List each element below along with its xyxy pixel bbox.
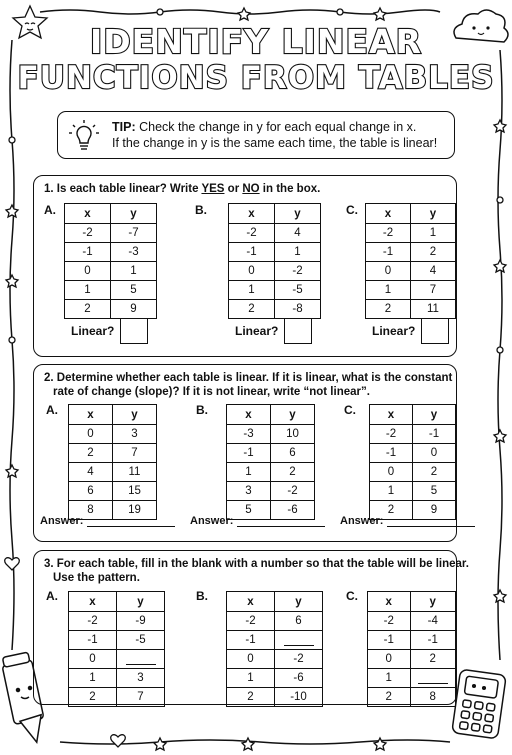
table-cell: 2 xyxy=(410,243,455,262)
table-cell: 4 xyxy=(410,262,455,281)
table-cell: 11 xyxy=(410,300,455,319)
table-label: C. xyxy=(346,589,358,603)
table-cell: 7 xyxy=(117,688,165,707)
linear-label: Linear? xyxy=(372,324,416,338)
table-cell: 19 xyxy=(113,501,157,520)
table-cell: -1 xyxy=(410,631,455,650)
column-header-x: x xyxy=(69,592,117,612)
table-cell: -6 xyxy=(275,669,323,688)
table-label: C. xyxy=(346,203,358,217)
table-cell: 8 xyxy=(69,501,113,520)
table-cell: -5 xyxy=(117,631,165,650)
table-row xyxy=(227,463,315,482)
table-cell: 4 xyxy=(275,224,321,243)
answer-line[interactable] xyxy=(87,516,175,527)
table-cell: -3 xyxy=(227,425,271,444)
table-cell: -1 xyxy=(370,444,413,463)
table-row xyxy=(229,262,321,281)
table-cell: 1 xyxy=(227,463,271,482)
table-cell: -2 xyxy=(69,612,117,631)
table-cell: 0 xyxy=(227,650,275,669)
table-cell: 5 xyxy=(227,501,271,520)
table-cell: -10 xyxy=(275,688,323,707)
column-header-y: y xyxy=(111,204,157,224)
yes-word: YES xyxy=(201,183,225,195)
question-3-prompt: 3. For each table, fill in the blank with a number so that the table will be linear. Use the pattern. xyxy=(44,558,469,584)
table-row xyxy=(227,482,315,501)
table-row xyxy=(227,612,323,631)
question-3-section xyxy=(33,550,469,705)
table-row xyxy=(69,631,165,650)
blank-line[interactable] xyxy=(418,672,448,684)
table-cell: 5 xyxy=(413,482,456,501)
answer-row xyxy=(40,515,175,527)
table-cell: 1 xyxy=(69,669,117,688)
table-cell: 1 xyxy=(227,669,275,688)
heart-icon xyxy=(111,735,126,747)
table-row xyxy=(370,482,456,501)
column-header-y: y xyxy=(275,204,321,224)
column-header-x: x xyxy=(229,204,275,224)
table-row xyxy=(227,650,323,669)
table-cell: -2 xyxy=(227,612,275,631)
column-header-x: x xyxy=(227,405,271,425)
answer-box[interactable] xyxy=(421,318,449,344)
table-cell: 2 xyxy=(368,688,411,707)
table-row xyxy=(69,425,157,444)
table-cell: 2 xyxy=(370,501,413,520)
linear-answer-row xyxy=(372,318,449,344)
table-cell: -1 xyxy=(366,243,411,262)
table-cell: -2 xyxy=(229,224,275,243)
table-row xyxy=(69,650,165,669)
table-cell: 4 xyxy=(69,463,113,482)
question-2-section xyxy=(33,364,457,542)
table-cell: 0 xyxy=(229,262,275,281)
table-row xyxy=(229,281,321,300)
question-1-prompt: 1. Is each table linear? Write YES or NO in the box. xyxy=(44,183,321,195)
answer-label: Answer: xyxy=(190,515,234,527)
table-row xyxy=(368,688,456,707)
table-row xyxy=(65,300,157,319)
table-cell: 2 xyxy=(227,688,275,707)
column-header-x: x xyxy=(368,592,411,612)
table-row xyxy=(229,243,321,262)
answer-label: Answer: xyxy=(40,515,84,527)
table-row xyxy=(368,631,456,650)
column-header-x: x xyxy=(370,405,413,425)
table-cell: -1 xyxy=(227,444,271,463)
table-cell: -6 xyxy=(271,501,315,520)
table-row xyxy=(227,425,315,444)
table-cell: 1 xyxy=(65,281,111,300)
xy-table xyxy=(369,404,456,520)
question-1-section xyxy=(33,175,457,357)
table-label: B. xyxy=(195,203,207,217)
blank-line[interactable] xyxy=(126,653,156,665)
table-cell: 0 xyxy=(366,262,411,281)
table-cell: 1 xyxy=(229,281,275,300)
answer-line[interactable] xyxy=(237,516,325,527)
table-row xyxy=(370,425,456,444)
xy-table xyxy=(226,591,323,707)
table-cell: 1 xyxy=(366,281,411,300)
table-label: B. xyxy=(196,403,208,417)
table-cell: 0 xyxy=(69,425,113,444)
table-label: A. xyxy=(46,403,58,417)
calculator-icon xyxy=(452,669,506,739)
answer-row xyxy=(340,515,475,527)
table-cell: -1 xyxy=(229,243,275,262)
table-cell: 8 xyxy=(410,688,455,707)
table-cell: 6 xyxy=(69,482,113,501)
table-cell: 9 xyxy=(413,501,456,520)
table-row xyxy=(227,444,315,463)
table-cell: -2 xyxy=(370,425,413,444)
table-cell: 2 xyxy=(410,650,455,669)
column-header-x: x xyxy=(69,405,113,425)
xy-table xyxy=(68,404,157,520)
table-cell: -2 xyxy=(368,612,411,631)
tip-box xyxy=(57,111,455,159)
table-cell: 2 xyxy=(413,463,456,482)
table-label: C. xyxy=(344,403,356,417)
table-row xyxy=(69,612,165,631)
table-row xyxy=(366,262,456,281)
table-row xyxy=(366,281,456,300)
column-header-y: y xyxy=(410,204,455,224)
linear-label: Linear? xyxy=(71,324,115,338)
table-cell: 3 xyxy=(113,425,157,444)
table-cell: -1 xyxy=(413,425,456,444)
table-cell: 2 xyxy=(65,300,111,319)
xy-table xyxy=(68,591,165,707)
table-cell: 2 xyxy=(271,463,315,482)
table-row xyxy=(366,224,456,243)
linear-answer-row xyxy=(235,318,312,344)
answer-box[interactable] xyxy=(284,318,312,344)
fill-in-blank[interactable] xyxy=(117,650,165,669)
table-cell: 7 xyxy=(410,281,455,300)
answer-box[interactable] xyxy=(120,318,148,344)
tip-line-1: Check the change in y for each equal change in x. xyxy=(139,120,417,134)
answer-label: Answer: xyxy=(340,515,384,527)
question-2-prompt: 2. Determine whether each table is linear. If it is linear, what is the constant rate of change (slope)? If it is not linear, write “not linear”. xyxy=(44,372,453,398)
table-row xyxy=(227,669,323,688)
table-row xyxy=(227,631,323,650)
table-cell: 0 xyxy=(65,262,111,281)
column-header-y: y xyxy=(275,592,323,612)
linear-answer-row xyxy=(71,318,148,344)
table-row xyxy=(368,612,456,631)
column-header-x: x xyxy=(227,592,275,612)
table-cell: 11 xyxy=(113,463,157,482)
xy-table xyxy=(226,404,315,520)
table-cell: 5 xyxy=(111,281,157,300)
table-label: A. xyxy=(44,203,56,217)
table-cell: 6 xyxy=(275,612,323,631)
table-cell: 1 xyxy=(368,669,411,688)
column-header-x: x xyxy=(366,204,411,224)
table-row xyxy=(65,224,157,243)
tip-text xyxy=(112,119,437,151)
fill-in-blank[interactable] xyxy=(410,669,455,688)
table-cell: 3 xyxy=(117,669,165,688)
table-row xyxy=(229,300,321,319)
table-cell: -7 xyxy=(111,224,157,243)
table-cell: 0 xyxy=(370,463,413,482)
column-header-y: y xyxy=(117,592,165,612)
table-cell: 2 xyxy=(69,688,117,707)
lightbulb-icon xyxy=(66,117,102,155)
table-row xyxy=(370,444,456,463)
table-cell: 2 xyxy=(366,300,411,319)
blank-line[interactable] xyxy=(284,634,314,646)
table-cell: 1 xyxy=(410,224,455,243)
table-cell: 1 xyxy=(111,262,157,281)
table-cell: -2 xyxy=(65,224,111,243)
column-header-y: y xyxy=(413,405,456,425)
table-cell: 2 xyxy=(229,300,275,319)
table-cell: 0 xyxy=(69,650,117,669)
table-row xyxy=(69,669,165,688)
table-label: B. xyxy=(196,589,208,603)
table-cell: 9 xyxy=(111,300,157,319)
table-cell: -8 xyxy=(275,300,321,319)
title-line-1: IDENTIFY LINEAR xyxy=(90,22,422,61)
table-cell: -2 xyxy=(271,482,315,501)
table-cell: -1 xyxy=(65,243,111,262)
table-cell: -1 xyxy=(69,631,117,650)
title-line-2: FUNCTIONS FROM TABLES xyxy=(17,60,495,96)
tip-line-2: If the change in y is the same each time, the table is linear! xyxy=(112,136,438,150)
fill-in-blank[interactable] xyxy=(275,631,323,650)
xy-table xyxy=(365,203,456,319)
table-cell: -1 xyxy=(227,631,275,650)
table-cell: -5 xyxy=(275,281,321,300)
table-cell: 0 xyxy=(413,444,456,463)
no-word: NO xyxy=(242,183,260,195)
xy-table xyxy=(64,203,157,319)
table-label: A. xyxy=(46,589,58,603)
table-cell: 2 xyxy=(69,444,113,463)
table-row xyxy=(368,669,456,688)
table-cell: 1 xyxy=(275,243,321,262)
table-cell: -2 xyxy=(275,262,321,281)
column-header-y: y xyxy=(271,405,315,425)
linear-label: Linear? xyxy=(235,324,279,338)
table-cell: 6 xyxy=(271,444,315,463)
table-cell: 0 xyxy=(368,650,411,669)
table-row xyxy=(65,243,157,262)
table-row xyxy=(65,262,157,281)
table-cell: 10 xyxy=(271,425,315,444)
table-row xyxy=(69,688,165,707)
table-row xyxy=(370,463,456,482)
table-cell: -2 xyxy=(275,650,323,669)
table-row xyxy=(229,224,321,243)
table-row xyxy=(368,650,456,669)
table-cell: -2 xyxy=(366,224,411,243)
xy-table xyxy=(228,203,321,319)
tip-label: TIP: xyxy=(112,120,136,134)
table-cell: 15 xyxy=(113,482,157,501)
table-row xyxy=(366,300,456,319)
table-cell: -1 xyxy=(368,631,411,650)
answer-line[interactable] xyxy=(387,516,475,527)
xy-table xyxy=(367,591,456,707)
table-cell: 1 xyxy=(370,482,413,501)
column-header-x: x xyxy=(65,204,111,224)
table-row xyxy=(366,243,456,262)
table-row xyxy=(65,281,157,300)
table-row xyxy=(69,463,157,482)
table-row xyxy=(69,482,157,501)
table-cell: -3 xyxy=(111,243,157,262)
table-cell: 7 xyxy=(113,444,157,463)
table-row xyxy=(69,444,157,463)
table-row xyxy=(227,688,323,707)
table-cell: -4 xyxy=(410,612,455,631)
table-cell: 3 xyxy=(227,482,271,501)
answer-row xyxy=(190,515,325,527)
column-header-y: y xyxy=(410,592,455,612)
column-header-y: y xyxy=(113,405,157,425)
table-cell: -9 xyxy=(117,612,165,631)
